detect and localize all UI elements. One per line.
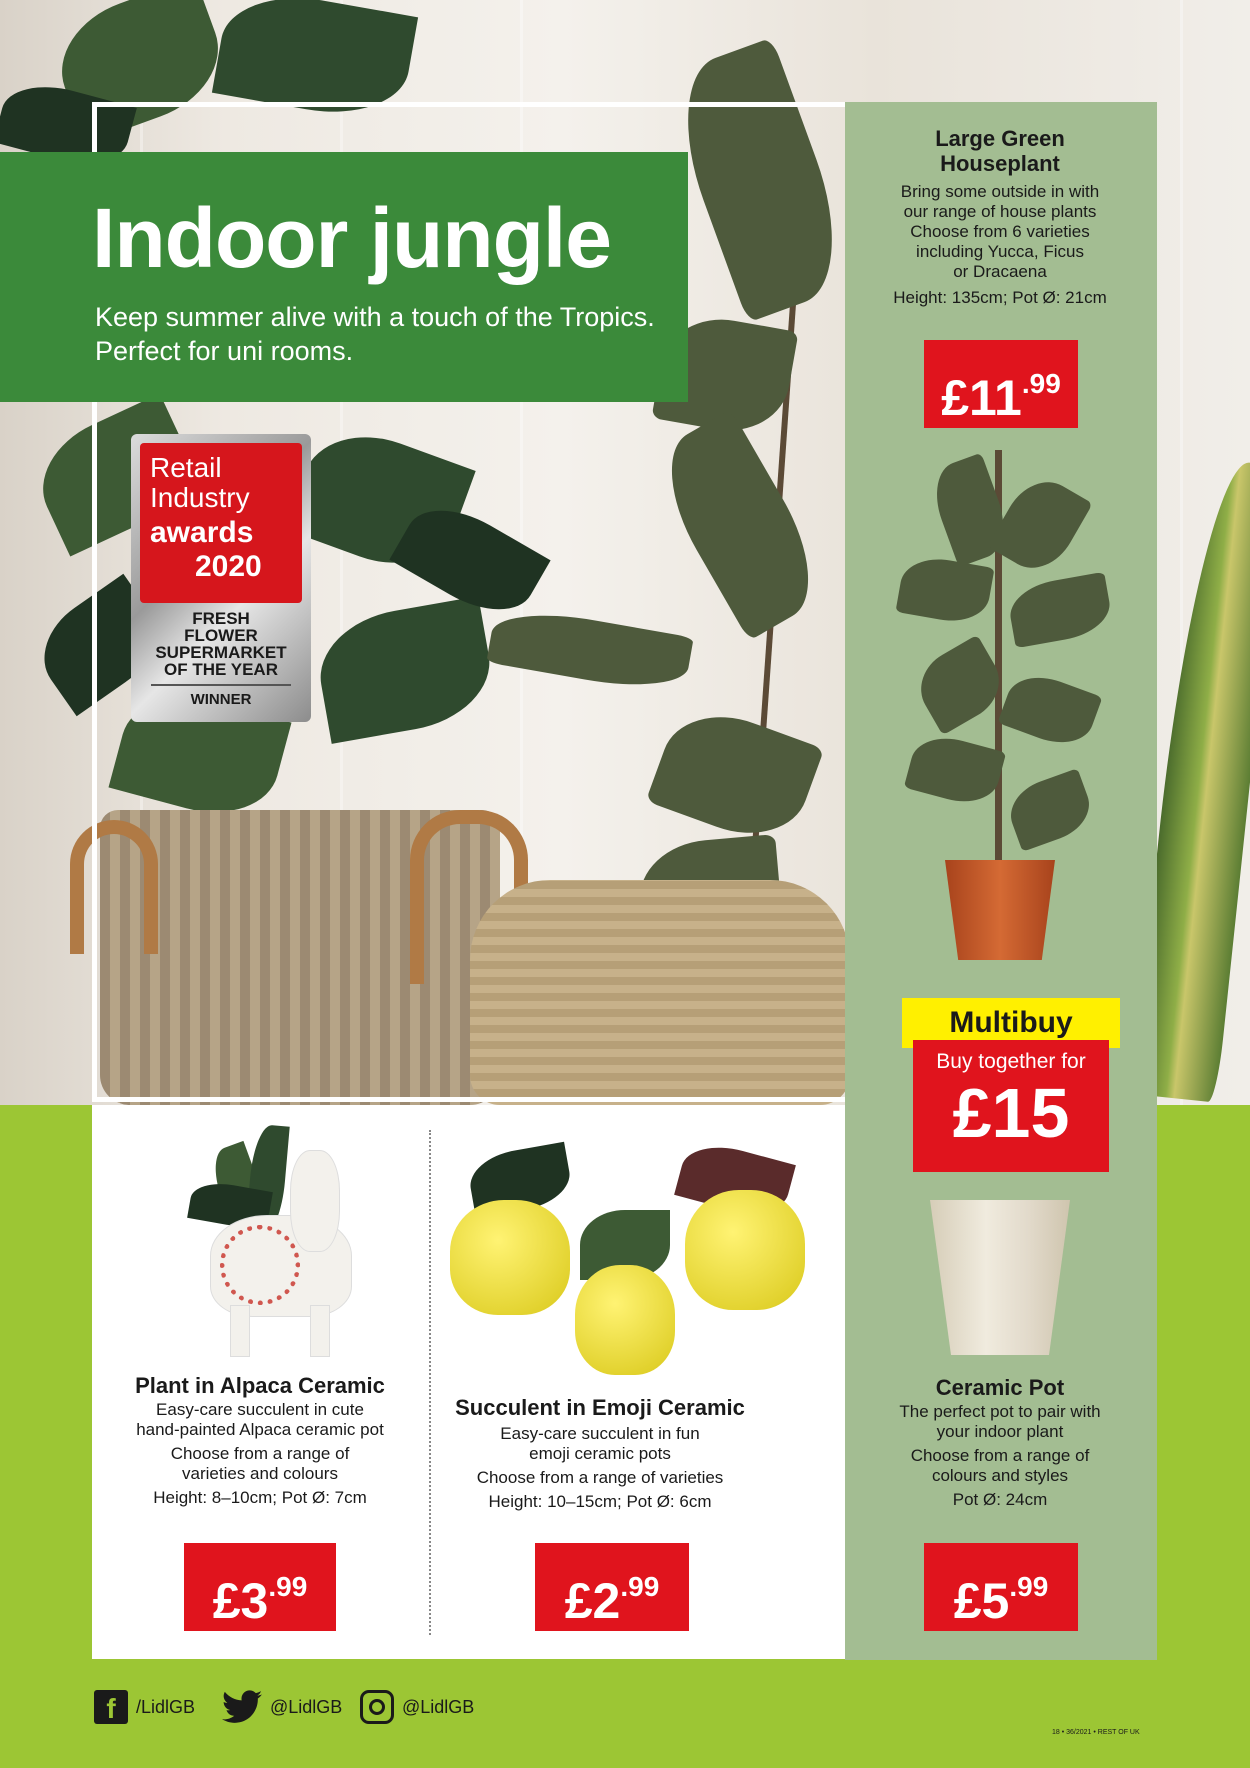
instagram-link[interactable] (360, 1690, 474, 1724)
page-subtitle: Keep summer alive with a touch of the Tropics. Perfect for uni rooms. (95, 302, 655, 366)
instagram-handle: @LidlGB (402, 1696, 475, 1717)
ceramic-name: Ceramic Pot (935, 1375, 1065, 1400)
multibuy-price: £15 (952, 1074, 1070, 1152)
houseplant-dimensions: Height: 135cm; Pot Ø: 21cm (893, 288, 1107, 307)
award-caption: FRESH FLOWER SUPERMARKET OF THE YEAR (155, 609, 287, 679)
houseplant-desc: our range of house plants (903, 202, 1097, 221)
ceramic-dimensions: Pot Ø: 24cm (952, 1490, 1048, 1509)
houseplant-name-line1: Large Green (935, 126, 1065, 151)
houseplant-image (880, 450, 1120, 960)
ceramic-price: £5.99 (924, 1543, 1078, 1631)
emoji-name: Succulent in Emoji Ceramic (455, 1395, 745, 1420)
houseplant-desc: including Yucca, Ficus (916, 242, 1084, 261)
ceramic-desc: colours and styles (931, 1466, 1069, 1485)
ceramic-desc: The perfect pot to pair with (899, 1402, 1101, 1421)
award-badge (131, 434, 311, 722)
facebook-handle: /LidlGB (136, 1696, 196, 1717)
award-line3: awards (150, 516, 254, 549)
emoji-desc: emoji ceramic pots (529, 1444, 671, 1463)
ceramic-pot-image (930, 1200, 1070, 1355)
page-code: 18 • 36/2021 • REST OF UK (1052, 1729, 1140, 1736)
ceramic-desc: Choose from a range of (910, 1446, 1090, 1465)
alpaca-desc: hand-painted Alpaca ceramic pot (136, 1420, 384, 1439)
houseplant-price: £11.99 (924, 340, 1078, 428)
twitter-link[interactable] (222, 1690, 342, 1724)
instagram-icon (360, 1690, 394, 1724)
twitter-icon (222, 1690, 262, 1724)
page-title: Indoor jungle (92, 191, 611, 285)
houseplant-name-line2: Houseplant (940, 151, 1060, 176)
houseplant-desc: Bring some outside in with (900, 182, 1100, 201)
award-line2: Industry (150, 482, 250, 513)
award-line1: Retail (150, 452, 222, 483)
multibuy-price-box (913, 1040, 1109, 1172)
alpaca-dimensions: Height: 8–10cm; Pot Ø: 7cm (153, 1488, 367, 1507)
emoji-desc: Easy-care succulent in fun (500, 1424, 700, 1443)
houseplant-desc: Choose from 6 varieties (910, 222, 1090, 241)
twitter-handle: @LidlGB (270, 1696, 343, 1717)
emoji-price: £2.99 (535, 1543, 689, 1631)
alpaca-desc: varieties and colours (182, 1464, 338, 1483)
alpaca-price: £3.99 (184, 1543, 336, 1631)
column-divider (429, 1130, 431, 1635)
emoji-info (440, 1395, 760, 1512)
ceramic-info (850, 1375, 1150, 1510)
emoji-desc: Choose from a range of varieties (476, 1468, 724, 1487)
award-red-panel (140, 443, 302, 603)
header-banner (0, 152, 688, 402)
alpaca-desc: Choose from a range of (170, 1444, 350, 1463)
ceramic-desc: your indoor plant (936, 1422, 1064, 1441)
facebook-link[interactable] (94, 1690, 195, 1724)
emoji-dimensions: Height: 10–15cm; Pot Ø: 6cm (488, 1492, 712, 1511)
houseplant-desc: or Dracaena (953, 262, 1047, 281)
alpaca-pot-image (170, 1125, 380, 1365)
multibuy-label: Multibuy (902, 998, 1120, 1048)
multibuy-text: Buy together for (936, 1050, 1086, 1073)
facebook-icon: f (94, 1690, 128, 1724)
alpaca-info (110, 1373, 410, 1508)
award-winner: WINNER (151, 684, 291, 708)
houseplant-info (850, 126, 1150, 308)
award-year: 2020 (195, 550, 262, 583)
alpaca-desc: Easy-care succulent in cute (156, 1400, 364, 1419)
alpaca-name: Plant in Alpaca Ceramic (135, 1373, 385, 1398)
emoji-pots-image (440, 1150, 820, 1380)
